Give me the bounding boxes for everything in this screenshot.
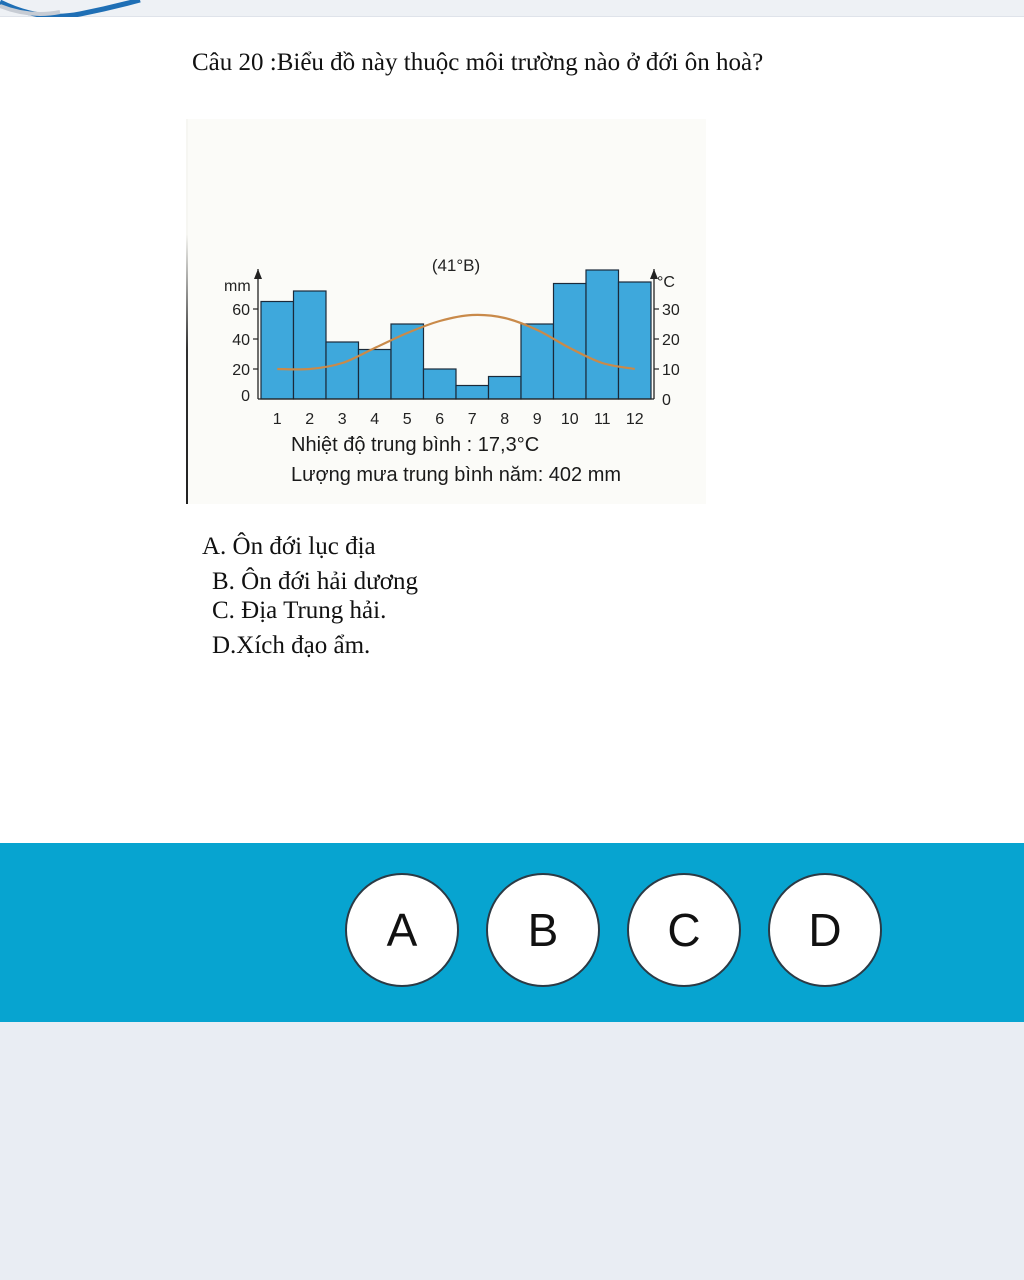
rain-bar-3 (326, 342, 359, 399)
rain-bar-1 (261, 302, 294, 400)
rain-bar-6 (424, 369, 457, 399)
x-tick-label-5: 5 (402, 411, 412, 428)
y2-axis-label: °C (657, 274, 675, 291)
rain-bar-2 (294, 291, 327, 399)
y-tick-label-60: 60 (232, 302, 250, 319)
y-axis-left-arrow-icon (254, 269, 262, 279)
option-c[interactable]: C. Địa Trung hải. (212, 597, 387, 624)
x-tick-label-6: 6 (435, 411, 445, 428)
answer-bar (0, 843, 1024, 1022)
option-d[interactable]: D.Xích đạo ẩm. (212, 632, 371, 659)
x-tick-label-8: 8 (500, 411, 510, 428)
y2-tick-label-10: 10 (662, 362, 680, 379)
x-tick-label-2: 2 (305, 411, 315, 428)
answer-button-a[interactable]: A (345, 873, 459, 987)
y2-tick-label-0: 0 (662, 392, 671, 409)
x-tick-label-3: 3 (337, 411, 347, 428)
x-tick-label-11: 11 (593, 411, 611, 428)
x-tick-label-4: 4 (370, 411, 380, 428)
avg-rainfall-text: Lượng mưa trung bình năm: 402 mm (291, 464, 622, 486)
question-text: Câu 20 :Biểu đồ này thuộc môi trường nào ở đới ôn hoà? (192, 49, 764, 76)
y2-tick-label-20: 20 (662, 332, 680, 349)
rain-bar-5 (391, 324, 424, 399)
y-axis-label: mm (224, 278, 251, 295)
y-tick-label-0: 0 (241, 388, 250, 405)
avg-temperature-text: Nhiệt độ trung bình : 17,3°C (291, 434, 540, 456)
x-tick-label-1: 1 (272, 411, 282, 428)
option-a[interactable]: A. Ôn đới lục địa (202, 533, 376, 560)
rain-bar-4 (359, 350, 392, 400)
option-b[interactable]: B. Ôn đới hải dương (212, 568, 418, 595)
x-tick-label-12: 12 (625, 411, 644, 428)
y-tick-label-20: 20 (232, 362, 250, 379)
x-tick-label-9: 9 (532, 411, 542, 428)
rain-bar-8 (489, 377, 522, 400)
x-tick-label-10: 10 (560, 411, 579, 428)
rain-bar-12 (619, 282, 652, 399)
y2-tick-label-30: 30 (662, 302, 680, 319)
answer-button-b[interactable]: B (486, 873, 600, 987)
top-strip (0, 0, 1024, 17)
climate-chart-figure (186, 119, 706, 504)
answer-button-d[interactable]: D (768, 873, 882, 987)
answer-button-c[interactable]: C (627, 873, 741, 987)
x-tick-label-7: 7 (467, 411, 477, 428)
rain-bar-7 (456, 386, 489, 400)
question-card (0, 17, 1024, 843)
y-tick-label-40: 40 (232, 332, 250, 349)
chart-subtitle: (41°B) (431, 256, 481, 275)
rain-bar-11 (586, 270, 619, 399)
